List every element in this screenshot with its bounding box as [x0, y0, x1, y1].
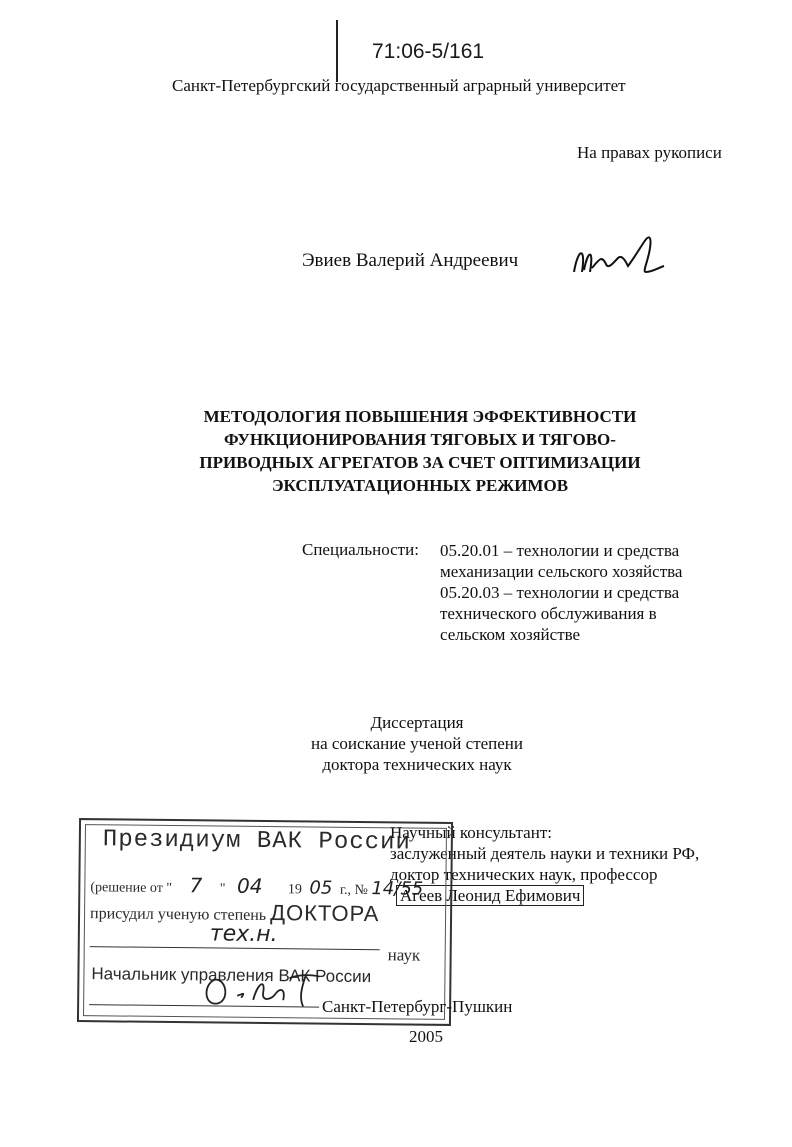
stamp-decision-prefix: (решение от " — [90, 880, 173, 897]
title-line: МЕТОДОЛОГИЯ ПОВЫШЕНИЯ ЭФФЕКТИВНОСТИ — [203, 407, 637, 426]
dissertation-type — [292, 712, 542, 775]
stamp-awarded-text: присудил ученую степень — [89, 905, 267, 925]
specialty-line: технического обслуживания в — [440, 604, 657, 623]
manuscript-note: На правах рукописи — [577, 143, 722, 162]
dissertation-line: доктора технических наук — [322, 755, 512, 774]
stamp-day: 7 — [189, 873, 203, 898]
consultant-title-line: заслуженный деятель науки и техники РФ, — [390, 844, 700, 863]
stamp-header: Президиум ВАК России — [102, 826, 412, 857]
year: 2005 — [409, 1027, 443, 1046]
specialty-line: механизации сельского хозяйства — [440, 562, 683, 581]
catalog-number: 71:06-5/161 — [372, 40, 485, 63]
stamp-number: 14/55 — [371, 878, 424, 900]
specialty-line: 05.20.03 – технологии и средства — [440, 583, 680, 602]
consultant-degree-line: доктор технических наук, профессор — [390, 865, 658, 884]
stamp-year-suffix: г., № — [339, 882, 368, 899]
stamp-head-title: Начальник управления ВАК России — [91, 964, 372, 987]
stamp-decision-line: (решение от " 7 " 04 19 05 г., № 14/55 — [90, 873, 424, 900]
stamp-field: тех.н. — [209, 921, 278, 948]
stamp-degree: ДОКТОРА — [270, 900, 380, 927]
stamp-month: 04 — [236, 873, 263, 898]
stamp-signature-icon — [201, 969, 331, 1012]
specialty-line: 05.20.01 – технологии и средства — [440, 541, 680, 560]
consultant-label: Научный консультант: — [390, 823, 552, 842]
dissertation-line: Диссертация — [370, 713, 464, 732]
university-name: Санкт-Петербургский государственный аграрный университет — [172, 76, 626, 95]
dissertation-title — [120, 405, 720, 497]
dissertation-line: на соискание ученой степени — [310, 734, 524, 753]
title-line: ФУНКЦИОНИРОВАНИЯ ТЯГОВЫХ И ТЯГОВО- — [224, 430, 616, 449]
catalog-margin-line — [336, 20, 338, 82]
author-signature-icon — [568, 228, 668, 288]
specialties-list — [440, 540, 682, 645]
specialties-label: Специальности: — [302, 540, 419, 559]
author-name: Эвиев Валерий Андреевич — [302, 250, 519, 271]
consultant-name: Агеев Леонид Ефимович — [396, 885, 584, 906]
title-line: ПРИВОДНЫХ АГРЕГАТОВ ЗА СЧЕТ ОПТИМИЗАЦИИ — [199, 453, 641, 472]
specialty-line: сельском хозяйстве — [440, 625, 581, 644]
title-line: ЭКСПЛУАТАЦИОННЫХ РЕЖИМОВ — [271, 476, 569, 495]
vak-stamp — [77, 818, 453, 1026]
city: Санкт-Петербург-Пушкин — [322, 997, 513, 1016]
stamp-science-suffix: наук — [387, 945, 421, 965]
stamp-year-prefix: 19 — [287, 882, 303, 898]
